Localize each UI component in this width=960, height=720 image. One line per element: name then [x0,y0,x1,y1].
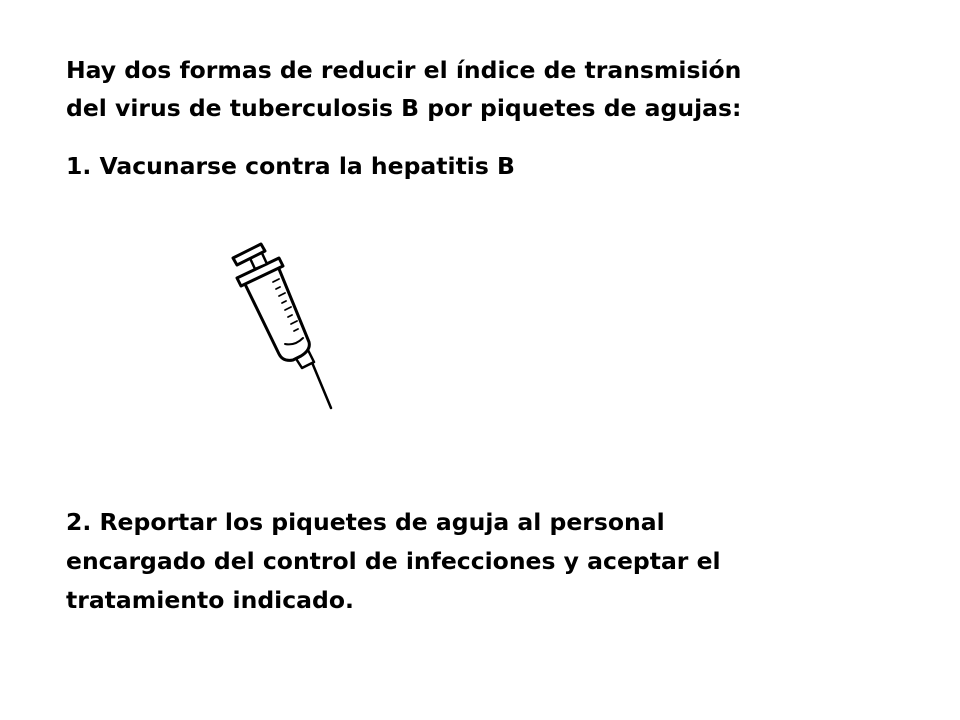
syringe-icon [215,238,345,418]
step-2-line-2: encargado del control de infecciones y aceptar el [66,547,721,575]
step-2-text [66,503,721,620]
step-2-line-3: tratamiento indicado. [66,586,354,614]
step-1-line: 1. Vacunarse contra la hepatitis B [66,152,515,180]
intro-line-2: del virus de tuberculosis B por piquetes de agujas: [66,94,742,122]
intro-line-1: Hay dos formas de reducir el índice de transmisión [66,56,742,84]
step-1-text [66,147,515,185]
step-2-line-1: 2. Reportar los piquetes de aguja al personal [66,508,665,536]
needle [311,360,331,408]
intro-text [66,51,741,127]
